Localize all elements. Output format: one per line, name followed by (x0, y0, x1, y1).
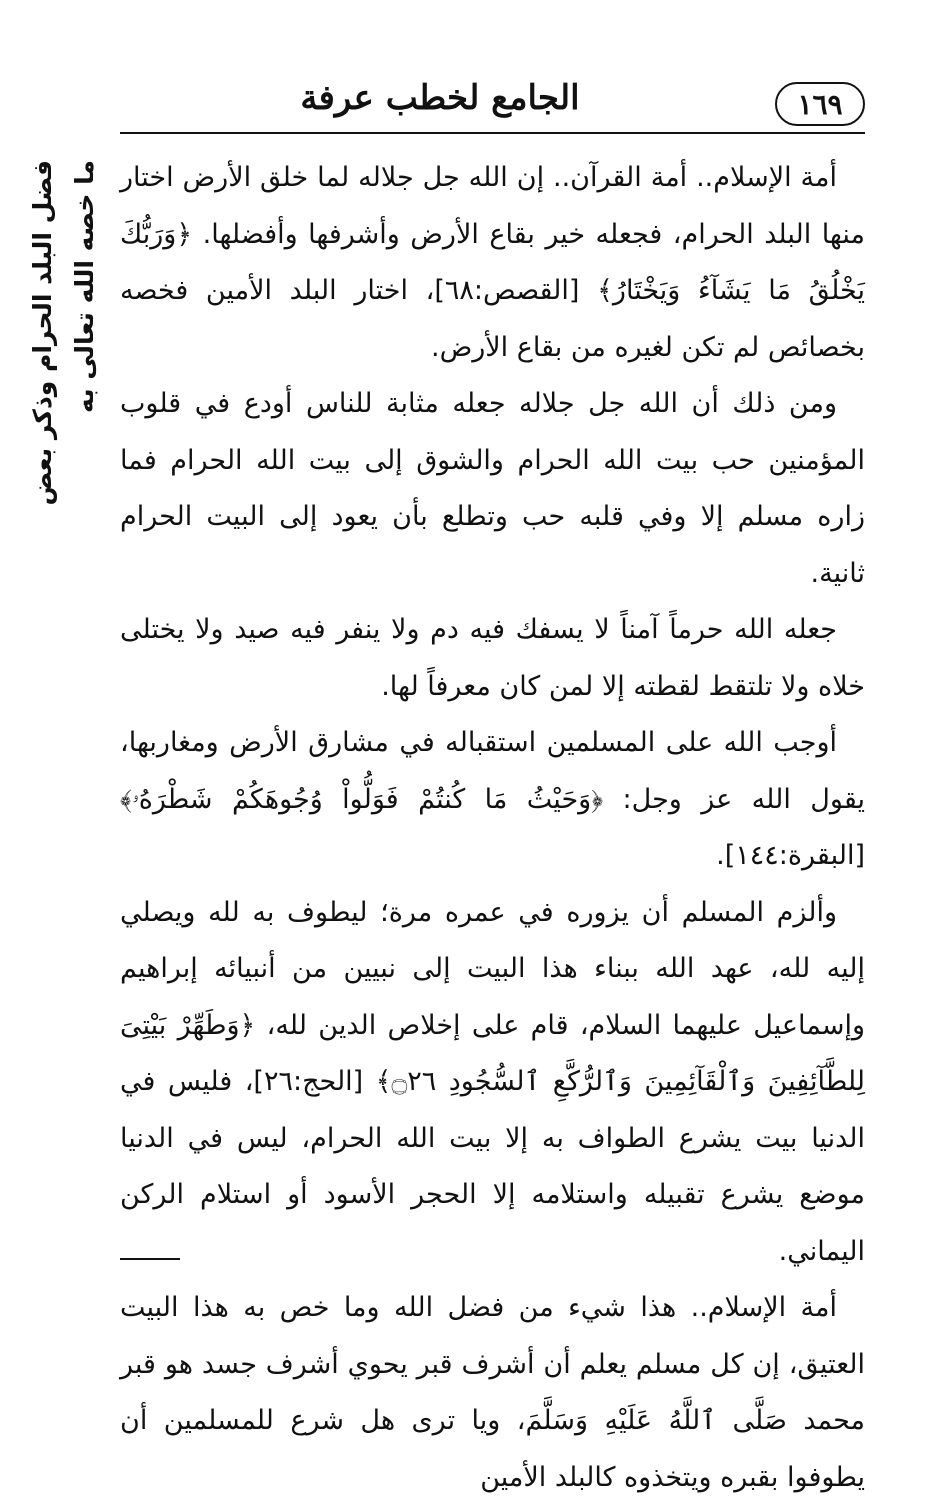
paragraph-6: أمة الإسلام.. هذا شيء من فضل الله وما خص به هذا البيت العتيق، إن كل مسلم يعلم أن أشرف قبر يحوي أشرف جسد هو قبر محمد صَلَّى ٱللَّهُ عَلَيْهِ وَسَلَّمَ، ويا ترى هل شرع للمسلمين أن يطوفوا بقبره ويتخذوه كالبلد الأمين (120, 1292, 865, 1493)
margin-note-line-1: فضل البلد الحرام وذكر بعض (28, 160, 57, 506)
running-title: الجامع لخطب عرفة (300, 78, 580, 118)
paragraph-2: ومن ذلك أن الله جل جلاله جعله مثابة للناس أودع في قلوب المؤمنين حب بيت الله الحرام والشوق إلى بيت الله الحرام فما زاره مسلم إلا وفي قلبه حب وتطلع بأن يعود إلى البيت الحرام ثانية. (120, 388, 865, 589)
paragraph-4: أوجب الله على المسلمين استقباله في مشارق الأرض ومغاربها، يقول الله عز وجل: ﴿وَحَيْثُ مَا كُنتُمْ فَوَلُّواْ وُجُوهَكُمْ شَطْرَهُۥ﴾ [البقرة:١٤٤]. (120, 727, 865, 871)
page-header (120, 72, 865, 132)
page-number: ١٦٩ (775, 82, 865, 126)
main-text (120, 150, 865, 1506)
paragraph-1: أمة الإسلام.. أمة القرآن.. إن الله جل جلاله لما خلق الأرض اختار منها البلد الحرام، فجعله خير بقاع الأرض وأشرفها وأفضلها. ﴿وَرَبُّكَ يَخْلُقُ مَا يَشَآءُ وَيَخْتَارُ﴾ [القصص:٦٨]، اختار البلد الأمين فخصه بخصائص لم تكن لغيره من بقاع الأرض. (120, 162, 865, 363)
header-divider (120, 132, 865, 134)
paragraph-3: جعله الله حرماً آمناً لا يسفك فيه دم ولا ينفر فيه صيد ولا يختلى خلاه ولا تلتقط لقطته إلا لمن كان معرفاً لها. (120, 614, 865, 702)
margin-note (28, 160, 108, 580)
paragraph-5: وألزم المسلم أن يزوره في عمره مرة؛ ليطوف به لله ويصلي إليه لله، عهد الله ببناء هذا البيت إلى نبيين من أنبيائه إبراهيم وإسماعيل عليهما السلام، قام على إخلاص الدين لله، ﴿وَطَهِّرْ بَيْتِىَ لِلطَّآئِفِينَ وَٱلْقَآئِمِينَ وَٱلرُّكَّعِ ٱلسُّجُودِ ۝٢٦﴾ [الحج:٢٦]، فليس في الدنيا بيت يشرع الطواف به إلا بيت الله الحرام، ليس في الدنيا موضع يشرع تقبيله واستلامه إلا الحجر الأسود أو استلام الركن اليماني. (120, 896, 866, 1267)
continuation-line (120, 1258, 180, 1260)
margin-note-line-2: ما خصه الله تعالى به (70, 160, 99, 413)
